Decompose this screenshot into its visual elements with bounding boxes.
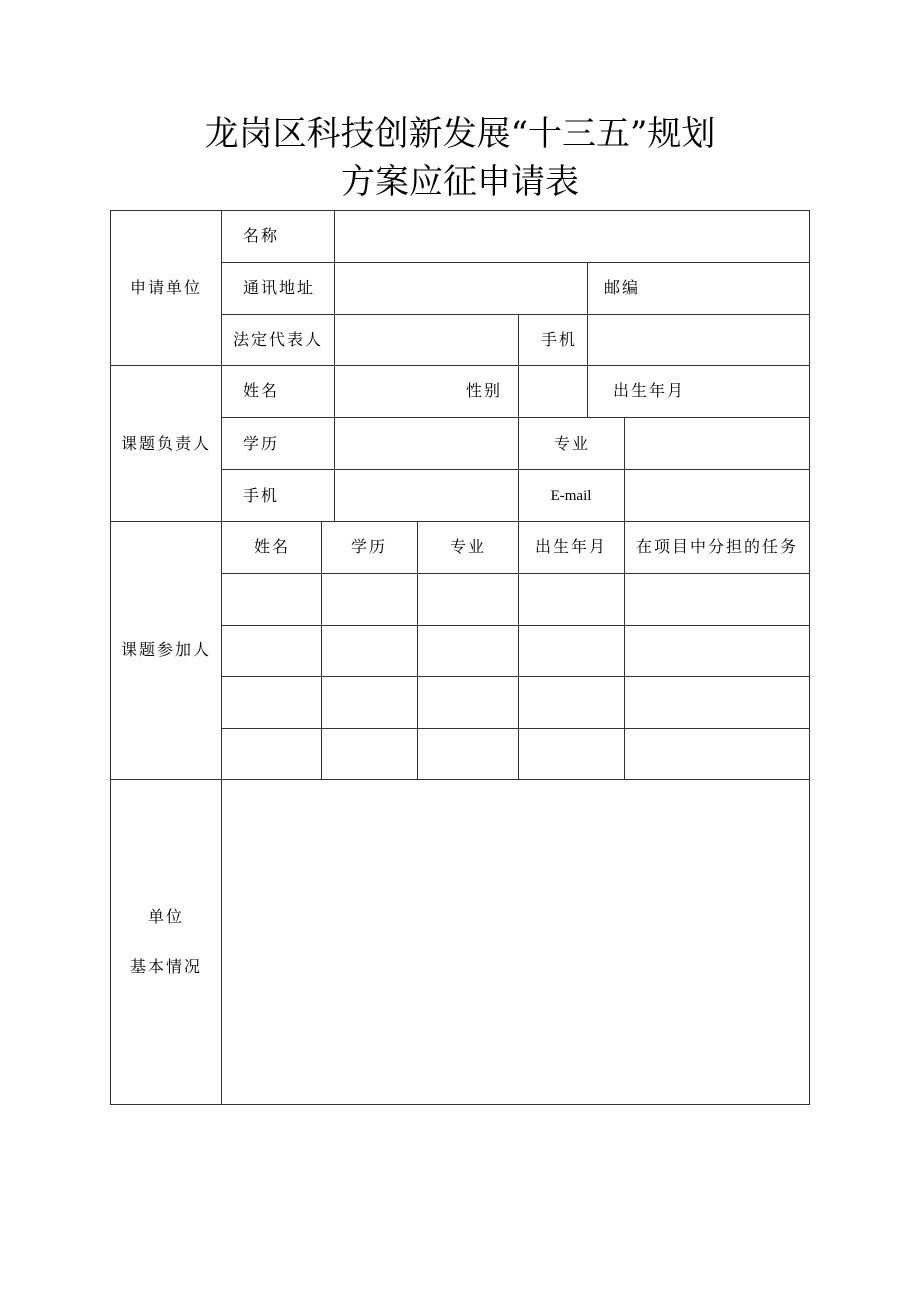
- label-gender: 性别: [466, 381, 503, 400]
- column-divider: [334, 210, 335, 521]
- table-border-left: [110, 210, 111, 1105]
- participant-education-field[interactable]: [323, 575, 416, 624]
- section-label-unit-info-line2: 基本情况: [129, 957, 203, 976]
- education-field[interactable]: [336, 419, 517, 468]
- column-header-task: 在项目中分担的任务: [635, 537, 799, 556]
- column-divider: [518, 314, 519, 779]
- section-divider: [110, 779, 810, 780]
- participant-task-field[interactable]: [626, 575, 808, 624]
- section-label-applicant-unit: 申请单位: [129, 278, 203, 297]
- row-divider: [221, 625, 810, 626]
- label-postcode: 邮编: [604, 278, 641, 297]
- address-field[interactable]: [336, 264, 586, 313]
- participant-major-field[interactable]: [419, 730, 517, 778]
- label-email: E-mail: [550, 488, 592, 504]
- participant-task-field[interactable]: [626, 730, 808, 778]
- major-field[interactable]: [626, 419, 808, 468]
- column-divider: [587, 262, 588, 417]
- legal-representative-field[interactable]: [336, 316, 517, 364]
- label-education: 学历: [243, 434, 280, 453]
- table-border-top: [110, 210, 810, 211]
- label-major: 专业: [553, 434, 591, 453]
- participant-name-field[interactable]: [223, 627, 320, 675]
- label-address: 通讯地址: [243, 278, 316, 297]
- row-divider: [221, 417, 810, 418]
- section-label-project-leader: 课题负责人: [120, 434, 212, 453]
- participant-birth-field[interactable]: [520, 678, 623, 727]
- participant-education-field[interactable]: [323, 678, 416, 727]
- unit-name-field[interactable]: [336, 212, 808, 261]
- table-border-bottom: [110, 1104, 810, 1105]
- row-divider: [221, 262, 810, 263]
- column-divider: [221, 210, 222, 1105]
- table-border-right: [809, 210, 810, 1105]
- column-divider: [624, 417, 625, 779]
- participant-birth-field[interactable]: [520, 627, 623, 675]
- participant-major-field[interactable]: [419, 678, 517, 727]
- section-label-unit-info-line1: 单位: [147, 907, 185, 926]
- participant-name-field[interactable]: [223, 575, 320, 624]
- form-title-line1: 龙岗区科技创新发展“十三五”规划: [204, 114, 716, 154]
- participant-education-field[interactable]: [323, 627, 416, 675]
- participant-task-field[interactable]: [626, 678, 808, 727]
- label-unit-name: 名称: [243, 226, 280, 245]
- postcode-field[interactable]: [650, 264, 808, 313]
- column-divider: [417, 521, 418, 779]
- participant-birth-field[interactable]: [520, 730, 623, 778]
- section-divider: [110, 365, 810, 366]
- participant-birth-field[interactable]: [520, 575, 623, 624]
- email-field[interactable]: [626, 471, 808, 520]
- column-divider: [321, 521, 322, 779]
- column-header-name: 姓名: [253, 537, 291, 556]
- unit-mobile-field[interactable]: [589, 316, 808, 364]
- section-divider: [110, 521, 810, 522]
- row-divider: [221, 676, 810, 677]
- row-divider: [221, 469, 810, 470]
- participant-name-field[interactable]: [223, 730, 320, 778]
- participant-education-field[interactable]: [323, 730, 416, 778]
- label-legal-representative: 法定代表人: [233, 330, 324, 349]
- row-divider: [221, 573, 810, 574]
- row-divider: [221, 728, 810, 729]
- participant-task-field[interactable]: [626, 627, 808, 675]
- unit-info-textarea[interactable]: [223, 781, 808, 1103]
- label-unit-mobile: 手机: [541, 330, 578, 349]
- section-label-participants: 课题参加人: [120, 640, 212, 659]
- gender-field[interactable]: [520, 367, 586, 416]
- column-header-education: 学历: [350, 537, 388, 556]
- label-leader-name: 姓名: [243, 381, 280, 400]
- leader-name-field[interactable]: [336, 367, 456, 416]
- form-title-line2: 方案应征申请表: [341, 162, 579, 202]
- participant-name-field[interactable]: [223, 678, 320, 727]
- leader-mobile-field[interactable]: [336, 471, 517, 520]
- participant-major-field[interactable]: [419, 627, 517, 675]
- column-header-birth-date: 出生年月: [534, 537, 608, 556]
- label-leader-mobile: 手机: [243, 486, 280, 505]
- column-header-major: 专业: [449, 537, 487, 556]
- row-divider: [221, 314, 810, 315]
- participant-major-field[interactable]: [419, 575, 517, 624]
- label-birth-date: 出生年月: [613, 381, 686, 400]
